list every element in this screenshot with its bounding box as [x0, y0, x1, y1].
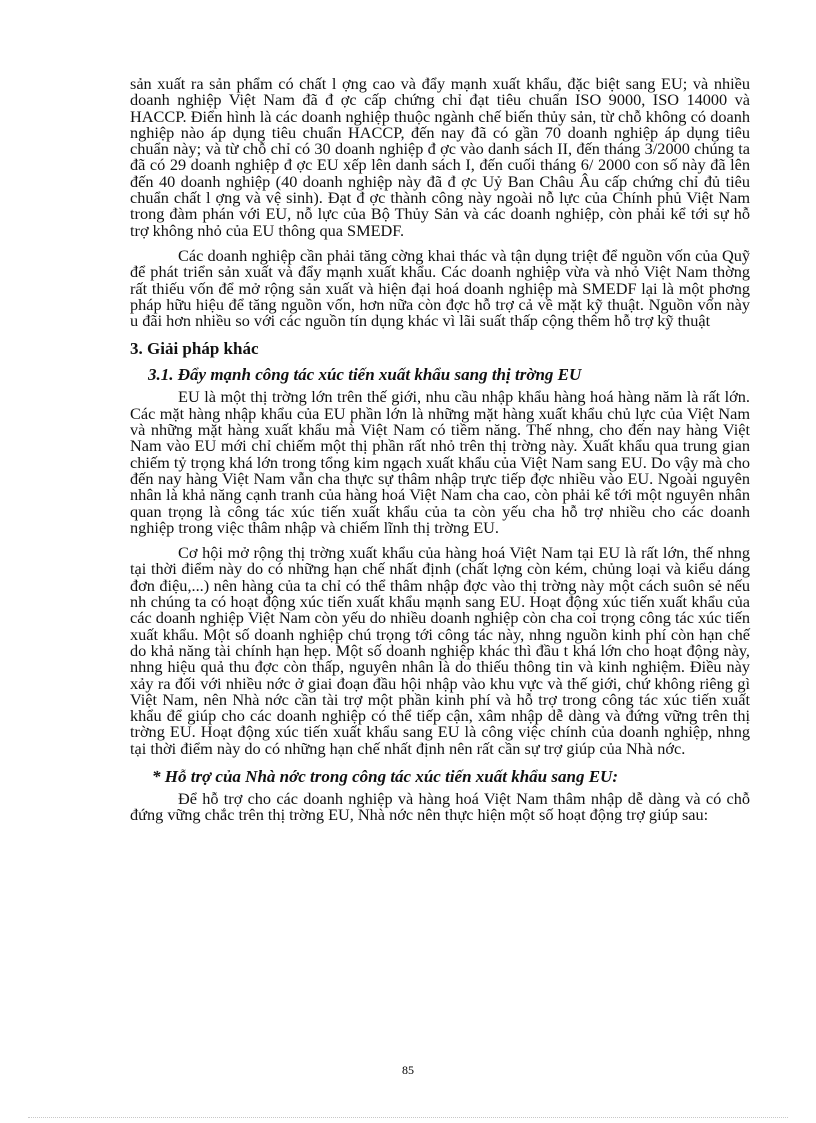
paragraph-smedf-results: sản xuất ra sản phẩm có chất l ợng cao và đẩy mạnh xuất khẩu, đặc biệt sang EU; và nhiều doanh nghiệp Việt Nam đã đ ợc cấp chứng chỉ đạt tiêu chuẩn ISO 9000, ISO 14000 và HACCP. Điển hình là các doanh nghiệp thuộc ngành chế biến thủy sản, từ chỗ không có doanh nghiệp nào áp dụng tiêu chuẩn HACCP, đến nay đã có gần 70 doanh nghiệp áp dụng tiêu chuẩn này; và từ chỗ chỉ có 30 doanh nghiệp đ ợc vào danh sách II, đến tháng 3/2000 chúng ta đã có 29 doanh nghiệp đ ợc EU xếp lên danh sách I, đến cuối tháng 6/ 2000 con số này đã lên đến 40 doanh nghiệp (40 doanh nghiệp này đã đ ợc Uỷ Ban Châu Âu cấp chứng chỉ đủ tiêu chuẩn chất l ợng và vệ sinh). Đạt đ ợc thành công này ngoài nỗ lực của Chính phủ Việt Nam trong đàm phán với EU, nỗ lực của Bộ Thủy Sản và các doanh nghiệp, còn phải kể tới sự hỗ trợ không nhỏ của EU thông qua SMEDF. — [130, 74, 750, 240]
paragraph-support-activities: Để hỗ trợ cho các doanh nghiệp và hàng hoá Việt Nam thâm nhập dễ dàng và có chỗ đứng vững chắc trên thị trờng EU, Nhà nớc nên thực hiện một số hoạt động trợ giúp sau: — [130, 788, 750, 825]
paragraph-eu-market: EU là một thị trờng lớn trên thế giới, nhu cầu nhập khẩu hàng hoá hàng năm là rất lớn. Các mặt hàng nhập khẩu của EU phần lớn là những mặt hàng xuất khẩu chủ lực của Việt Nam và những mặt hàng xuất khẩu mà Việt Nam có tiềm năng. Thế nhng, cho đến nay hàng Việt Nam vào EU mới chỉ chiếm một thị phần rất nhỏ trên thị trờng này. Xuất khẩu qua trung gian chiếm tỷ trọng khá lớn trong tổng kim ngạch xuất khẩu của Việt Nam sang EU. Do vậy mà cho đến nay hàng Việt Nam vẫn cha thực sự thâm nhập trực tiếp đợc nhiều vào EU. Ngoài nguyên nhân là khả năng cạnh tranh của hàng hoá Việt Nam cha cao, còn phải kể tới một nguyên nhân quan trọng là công tác xúc tiến xuất khẩu của ta còn yếu cha hỗ trợ nhiều cho các doanh nghiệp trong việc thâm nhập và chiếm lĩnh thị trờng EU. — [130, 387, 750, 537]
paragraph-smedf-recommendation: Các doanh nghiệp cần phải tăng cờng khai thác và tận dụng triệt để nguồn vốn của Quỹ để phát triển sản xuất và đẩy mạnh xuất khẩu. Các doanh nghiệp vừa và nhỏ Việt Nam thờng rất thiếu vốn để mở rộng sản xuất và hiện đại hoá doanh nghiệp mà SMEDF lại là một phơng pháp hữu hiệu để tăng nguồn vốn, hơn nữa còn đợc hỗ trợ cả về mặt kỹ thuật. Nguồn vốn này u đãi hơn nhiều so với các nguồn tín dụng khác vì lãi suất thấp cộng thêm hỗ trợ kỹ thuật — [130, 245, 750, 331]
heading-state-support: * Hỗ trợ của Nhà nớc trong công tác xúc tiến xuất khẩu sang EU: — [152, 766, 618, 786]
subsection-heading-export-promotion: 3.1. Đẩy mạnh công tác xúc tiến xuất khẩu sang thị trờng EU — [148, 365, 582, 385]
paragraph-market-opportunity: Cơ hội mở rộng thị trờng xuất khẩu của hàng hoá Việt Nam tại EU là rất lớn, thế nhng tại thời điểm này do có những hạn chế nhất định (chất lợng còn kém, chủng loại và kiểu dáng đơn điệu,...) nên hàng của ta chỉ có thể thâm nhập đợc vào thị trờng này một cách suôn sẻ nếu nh chúng ta có hoạt động xúc tiến xuất khẩu mạnh sang EU. Hoạt động xúc tiến xuất khẩu của các doanh nghiệp Việt Nam còn yếu do nhiều doanh nghiệp còn cha coi trọng công tác xúc tiến xuất khẩu. Một số doanh nghiệp chú trọng tới công tác này, nhng nguồn kinh phí còn hạn chế do khả năng tài chính hạn hẹp. Một số doanh nghiệp khác thì đầu t khá lớn cho hoạt động này, nhng hiệu quả thu đợc còn thấp, nguyên nhân là do thiếu thông tin và kinh nghiệm. Điều này xảy ra đối với nhiều nớc ở giai đoạn đầu hội nhập vào khu vực và thế giới, chứ không riêng gì Việt Nam, nên Nhà nớc cần tài trợ một phần kinh phí và hỗ trợ trong công tác xúc tiến xuất khẩu để giúp cho các doanh nghiệp có thể tiếp cận, xâm nhập dễ dàng và đứng vững trên thị trờng EU. Hoạt động xúc tiến xuất khẩu sang EU là công việc chính của doanh nghiệp, nhng tại thời điểm này do có những hạn chế nhất định nên rất cần sự trợ giúp của Nhà nớc. — [130, 543, 750, 758]
page-number: 85 — [402, 1063, 414, 1077]
section-heading-other-solutions: 3. Giải pháp khác — [130, 339, 259, 359]
page-bottom-divider — [28, 1117, 788, 1118]
